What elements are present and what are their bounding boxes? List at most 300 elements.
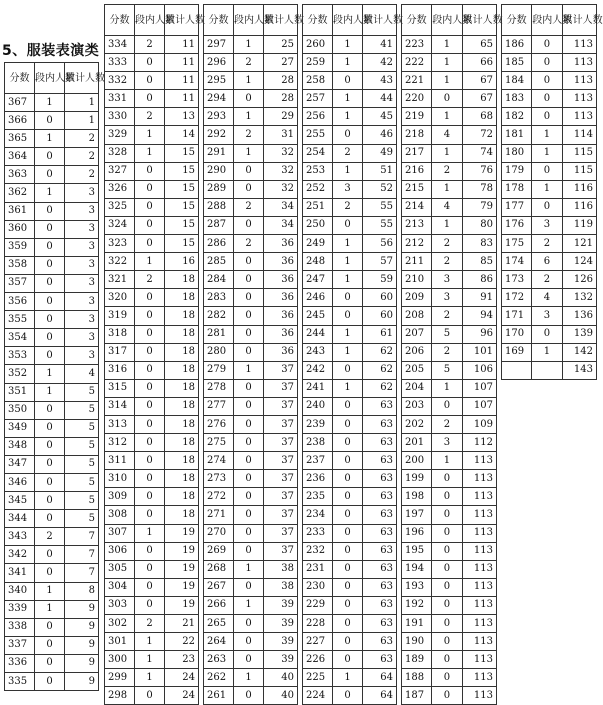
score-cell: 236	[303, 470, 333, 488]
cumulative-cell: 60	[363, 289, 397, 307]
table-row	[402, 253, 497, 271]
in-band-cell: 0	[135, 289, 165, 307]
in-band-cell: 0	[234, 452, 264, 470]
cumulative-cell: 55	[363, 216, 397, 234]
table-row	[105, 343, 199, 361]
table-row	[502, 180, 597, 198]
score-cell: 351	[5, 383, 35, 401]
table-row	[303, 126, 397, 144]
in-band-cell: 0	[333, 434, 363, 452]
in-band-cell: 0	[35, 148, 65, 166]
table-row	[5, 546, 99, 564]
score-cell: 272	[204, 488, 234, 506]
in-band-cell: 5	[432, 361, 462, 379]
cumulative-cell: 113	[462, 524, 496, 542]
score-cell: 270	[204, 524, 234, 542]
cumulative-cell: 5	[65, 401, 99, 419]
cumulative-cell: 15	[165, 180, 199, 198]
score-cell: 191	[402, 615, 432, 633]
score-cell: 172	[502, 289, 532, 307]
table-row	[303, 54, 397, 72]
in-band-cell: 0	[234, 687, 264, 705]
cumulative-cell: 7	[65, 528, 99, 546]
cumulative-cell: 63	[363, 524, 397, 542]
table-row	[402, 415, 497, 433]
table-row	[402, 524, 497, 542]
in-band-cell: 0	[35, 293, 65, 311]
table-row	[204, 470, 298, 488]
table-row	[402, 470, 497, 488]
cumulative-cell: 36	[264, 253, 298, 271]
table-row	[502, 307, 597, 325]
in-band-cell: 0	[532, 162, 562, 180]
table-row	[204, 452, 298, 470]
cumulative-cell: 37	[264, 470, 298, 488]
table-row	[105, 379, 199, 397]
in-band-cell: 0	[234, 180, 264, 198]
in-band-cell: 0	[135, 325, 165, 343]
in-band-cell: 1	[135, 126, 165, 144]
in-band-cell: 2	[432, 415, 462, 433]
cumulative-cell: 101	[462, 343, 496, 361]
in-band-cell: 0	[432, 615, 462, 633]
score-cell: 185	[502, 54, 532, 72]
score-cell: 254	[303, 144, 333, 162]
score-cell: 173	[502, 271, 532, 289]
score-cell: 263	[204, 651, 234, 669]
in-band-cell: 0	[333, 397, 363, 415]
score-cell: 306	[105, 542, 135, 560]
cumulative-cell: 113	[562, 36, 596, 54]
cumulative-cell: 5	[65, 437, 99, 455]
in-band-cell: 1	[432, 108, 462, 126]
table-row	[105, 180, 199, 198]
in-band-cell: 0	[432, 542, 462, 560]
in-band-cell: 1	[333, 235, 363, 253]
table-row	[204, 524, 298, 542]
score-cell: 246	[303, 289, 333, 307]
table-row	[303, 560, 397, 578]
in-band-cell: 0	[234, 578, 264, 596]
table-row	[402, 108, 497, 126]
score-cell: 226	[303, 651, 333, 669]
cumulative-cell: 18	[165, 343, 199, 361]
score-cell: 184	[502, 72, 532, 90]
score-cell: 174	[502, 253, 532, 271]
in-band-cell: 0	[35, 238, 65, 256]
table-row	[402, 687, 497, 705]
in-band-cell: 1	[333, 325, 363, 343]
cumulative-cell: 16	[165, 253, 199, 271]
cumulative-cell: 113	[562, 72, 596, 90]
cumulative-cell: 4	[65, 365, 99, 383]
score-cell: 295	[204, 72, 234, 90]
cumulative-cell: 39	[264, 596, 298, 614]
cumulative-cell: 63	[363, 452, 397, 470]
in-band-cell: 1	[333, 253, 363, 271]
score-cell: 328	[105, 144, 135, 162]
cumulative-cell: 24	[165, 669, 199, 687]
score-cell: 286	[204, 235, 234, 253]
in-band-cell: 0	[333, 615, 363, 633]
in-band-cell: 1	[432, 72, 462, 90]
table-row	[303, 216, 397, 234]
table-row	[402, 54, 497, 72]
table-row	[204, 379, 298, 397]
in-band-cell: 0	[432, 470, 462, 488]
score-cell: 239	[303, 415, 333, 433]
table-row	[5, 528, 99, 546]
table-row	[204, 578, 298, 596]
cumulative-cell: 113	[562, 90, 596, 108]
score-cell: 318	[105, 325, 135, 343]
in-band-cell: 0	[532, 198, 562, 216]
in-band-cell: 0	[135, 235, 165, 253]
score-cell: 170	[502, 325, 532, 343]
table-row	[105, 506, 199, 524]
cumulative-cell: 2	[65, 130, 99, 148]
cumulative-cell: 113	[462, 470, 496, 488]
cumulative-cell: 11	[165, 90, 199, 108]
header-row	[105, 5, 199, 36]
cumulative-cell: 18	[165, 289, 199, 307]
cumulative-cell: 113	[462, 488, 496, 506]
cumulative-cell: 74	[462, 144, 496, 162]
cumulative-cell: 113	[562, 54, 596, 72]
score-cell	[502, 361, 532, 379]
in-band-cell: 0	[432, 506, 462, 524]
cumulative-cell: 2	[65, 166, 99, 184]
in-band-cell: 0	[333, 542, 363, 560]
score-cell: 365	[5, 130, 35, 148]
table-row	[105, 307, 199, 325]
in-band-cell: 0	[35, 419, 65, 437]
table-row	[402, 542, 497, 560]
score-cell: 231	[303, 560, 333, 578]
cumulative-cell: 25	[264, 36, 298, 54]
table-row	[402, 361, 497, 379]
score-cell: 289	[204, 180, 234, 198]
score-cell: 197	[402, 506, 432, 524]
score-cell: 262	[204, 669, 234, 687]
score-cell: 228	[303, 615, 333, 633]
score-cell: 199	[402, 470, 432, 488]
table-row	[402, 379, 497, 397]
cumulative-cell: 66	[462, 54, 496, 72]
score-cell: 244	[303, 325, 333, 343]
score-cell: 268	[204, 560, 234, 578]
table-row	[105, 615, 199, 633]
in-band-cell: 1	[532, 126, 562, 144]
score-cell: 238	[303, 434, 333, 452]
score-cell: 271	[204, 506, 234, 524]
table-row	[105, 198, 199, 216]
score-cell: 169	[502, 343, 532, 361]
in-band-cell: 1	[234, 108, 264, 126]
table-row	[303, 651, 397, 669]
in-band-cell: 2	[333, 144, 363, 162]
cumulative-cell: 18	[165, 470, 199, 488]
cumulative-cell: 38	[264, 578, 298, 596]
cumulative-cell: 28	[264, 90, 298, 108]
score-cell: 230	[303, 578, 333, 596]
table-row	[303, 415, 397, 433]
table-row	[105, 144, 199, 162]
in-band-cell: 0	[135, 379, 165, 397]
cumulative-cell: 42	[363, 54, 397, 72]
cumulative-cell: 113	[462, 669, 496, 687]
score-cell: 176	[502, 216, 532, 234]
in-band-cell: 1	[135, 253, 165, 271]
in-band-cell: 0	[333, 596, 363, 614]
cumulative-cell: 86	[462, 271, 496, 289]
table-row	[303, 108, 397, 126]
in-band-cell: 1	[532, 144, 562, 162]
in-band-cell: 1	[135, 669, 165, 687]
score-cell: 285	[204, 253, 234, 271]
cumulative-cell: 113	[462, 633, 496, 651]
in-band-cell: 0	[532, 108, 562, 126]
cumulative-cell: 56	[363, 235, 397, 253]
score-cell: 264	[204, 633, 234, 651]
score-cell: 251	[303, 198, 333, 216]
in-band-cell: 0	[333, 452, 363, 470]
cumulative-cell: 19	[165, 542, 199, 560]
table-row	[204, 108, 298, 126]
cumulative-cell: 115	[562, 144, 596, 162]
cumulative-cell: 67	[462, 90, 496, 108]
table-row	[303, 506, 397, 524]
table-row	[303, 144, 397, 162]
score-cell: 362	[5, 184, 35, 202]
in-band-cell: 0	[234, 343, 264, 361]
score-cell: 193	[402, 578, 432, 596]
table-row	[204, 506, 298, 524]
table-row	[105, 578, 199, 596]
in-band-cell: 3	[532, 216, 562, 234]
cumulative-cell: 3	[65, 293, 99, 311]
table-row	[303, 542, 397, 560]
in-band-cell: 0	[135, 307, 165, 325]
in-band-cell: 0	[432, 524, 462, 542]
in-band-cell: 0	[532, 325, 562, 343]
table-row	[5, 184, 99, 202]
score-cell: 335	[5, 673, 35, 691]
table-row	[402, 434, 497, 452]
score-cell: 324	[105, 216, 135, 234]
score-table-5	[401, 4, 503, 705]
score-cell: 317	[105, 343, 135, 361]
table-row	[105, 651, 199, 669]
score-cell: 232	[303, 542, 333, 560]
score-cell: 222	[402, 54, 432, 72]
header-cumulative: 累计人数	[264, 5, 298, 36]
score-cell: 260	[303, 36, 333, 54]
cumulative-cell: 142	[562, 343, 596, 361]
cumulative-cell: 11	[165, 36, 199, 54]
score-cell: 300	[105, 651, 135, 669]
score-cell: 190	[402, 633, 432, 651]
cumulative-cell: 116	[562, 180, 596, 198]
cumulative-cell: 40	[264, 687, 298, 705]
table-row	[502, 90, 597, 108]
cumulative-cell: 62	[363, 361, 397, 379]
cumulative-cell: 106	[462, 361, 496, 379]
cumulative-cell: 113	[462, 651, 496, 669]
score-cell: 279	[204, 361, 234, 379]
score-cell: 221	[402, 72, 432, 90]
score-cell: 252	[303, 180, 333, 198]
table-row	[402, 651, 497, 669]
in-band-cell: 0	[135, 560, 165, 578]
header-cumulative: 累计人数	[363, 5, 397, 36]
cumulative-cell: 18	[165, 379, 199, 397]
in-band-cell: 0	[135, 90, 165, 108]
in-band-cell: 1	[432, 144, 462, 162]
in-band-cell: 1	[333, 271, 363, 289]
cumulative-cell: 36	[264, 289, 298, 307]
score-cell: 327	[105, 162, 135, 180]
score-cell: 249	[303, 235, 333, 253]
score-cell: 265	[204, 615, 234, 633]
in-band-cell: 0	[333, 524, 363, 542]
score-cell: 237	[303, 452, 333, 470]
in-band-cell: 1	[432, 180, 462, 198]
score-cell: 242	[303, 361, 333, 379]
in-band-cell: 0	[333, 307, 363, 325]
cumulative-cell: 14	[165, 126, 199, 144]
in-band-cell: 0	[35, 492, 65, 510]
score-cell: 329	[105, 126, 135, 144]
cumulative-cell: 119	[562, 216, 596, 234]
cumulative-cell: 18	[165, 361, 199, 379]
score-cell: 316	[105, 361, 135, 379]
in-band-cell: 0	[532, 54, 562, 72]
score-cell: 245	[303, 307, 333, 325]
header-in-band: 段内人数	[532, 5, 562, 36]
in-band-cell: 0	[333, 578, 363, 596]
in-band-cell: 1	[532, 180, 562, 198]
in-band-cell: 3	[432, 289, 462, 307]
cumulative-cell: 63	[363, 596, 397, 614]
score-cell: 273	[204, 470, 234, 488]
in-band-cell: 0	[135, 216, 165, 234]
in-band-cell: 0	[234, 542, 264, 560]
cumulative-cell: 3	[65, 184, 99, 202]
in-band-cell: 0	[35, 636, 65, 654]
in-band-cell: 0	[35, 202, 65, 220]
table-row	[303, 307, 397, 325]
in-band-cell: 2	[35, 528, 65, 546]
score-cell: 332	[105, 72, 135, 90]
cumulative-cell: 37	[264, 415, 298, 433]
cumulative-cell: 18	[165, 434, 199, 452]
score-cell: 302	[105, 615, 135, 633]
header-cumulative: 累计人数	[562, 5, 596, 36]
in-band-cell: 1	[35, 383, 65, 401]
cumulative-cell: 61	[363, 325, 397, 343]
in-band-cell: 0	[432, 578, 462, 596]
cumulative-cell: 3	[65, 311, 99, 329]
table-row	[5, 94, 99, 112]
score-cell: 340	[5, 582, 35, 600]
cumulative-cell: 39	[264, 615, 298, 633]
in-band-cell: 0	[35, 347, 65, 365]
table-row	[5, 401, 99, 419]
cumulative-cell: 44	[363, 90, 397, 108]
table-row	[5, 166, 99, 184]
score-cell: 227	[303, 633, 333, 651]
in-band-cell: 4	[532, 289, 562, 307]
cumulative-cell: 5	[65, 492, 99, 510]
cumulative-cell: 40	[264, 669, 298, 687]
header-score: 分数	[204, 5, 234, 36]
cumulative-cell: 3	[65, 238, 99, 256]
table-row	[105, 289, 199, 307]
table-row	[303, 669, 397, 687]
table-row	[303, 325, 397, 343]
table-row	[303, 488, 397, 506]
score-cell: 255	[303, 126, 333, 144]
score-cell: 280	[204, 343, 234, 361]
cumulative-cell: 63	[363, 542, 397, 560]
table-row	[5, 492, 99, 510]
cumulative-cell: 63	[363, 578, 397, 596]
score-cell: 217	[402, 144, 432, 162]
cumulative-cell: 91	[462, 289, 496, 307]
table-row	[204, 72, 298, 90]
in-band-cell: 1	[35, 184, 65, 202]
in-band-cell: 0	[333, 506, 363, 524]
section-title: 5、服装表演类	[2, 43, 100, 59]
in-band-cell: 2	[432, 307, 462, 325]
score-cell: 225	[303, 669, 333, 687]
score-cell: 299	[105, 669, 135, 687]
score-cell: 297	[204, 36, 234, 54]
table-row	[204, 162, 298, 180]
in-band-cell: 0	[35, 473, 65, 491]
score-table-2	[104, 4, 205, 705]
score-cell: 322	[105, 253, 135, 271]
in-band-cell: 0	[234, 524, 264, 542]
table-row	[204, 253, 298, 271]
header-row	[502, 5, 597, 36]
table-row	[303, 379, 397, 397]
score-cell: 343	[5, 528, 35, 546]
cumulative-cell: 34	[264, 198, 298, 216]
in-band-cell: 2	[532, 235, 562, 253]
score-cell: 207	[402, 325, 432, 343]
score-cell: 284	[204, 271, 234, 289]
cumulative-cell: 115	[562, 162, 596, 180]
table-row	[204, 343, 298, 361]
cumulative-cell: 24	[165, 687, 199, 705]
score-cell: 186	[502, 36, 532, 54]
in-band-cell: 1	[35, 582, 65, 600]
table-row	[204, 126, 298, 144]
table-row	[303, 289, 397, 307]
table-row	[303, 687, 397, 705]
cumulative-cell: 60	[363, 307, 397, 325]
in-band-cell: 1	[234, 596, 264, 614]
in-band-cell: 0	[135, 361, 165, 379]
table-row	[502, 144, 597, 162]
table-row	[402, 162, 497, 180]
score-cell: 315	[105, 379, 135, 397]
in-band-cell: 1	[333, 669, 363, 687]
score-cell: 312	[105, 434, 135, 452]
score-cell: 292	[204, 126, 234, 144]
